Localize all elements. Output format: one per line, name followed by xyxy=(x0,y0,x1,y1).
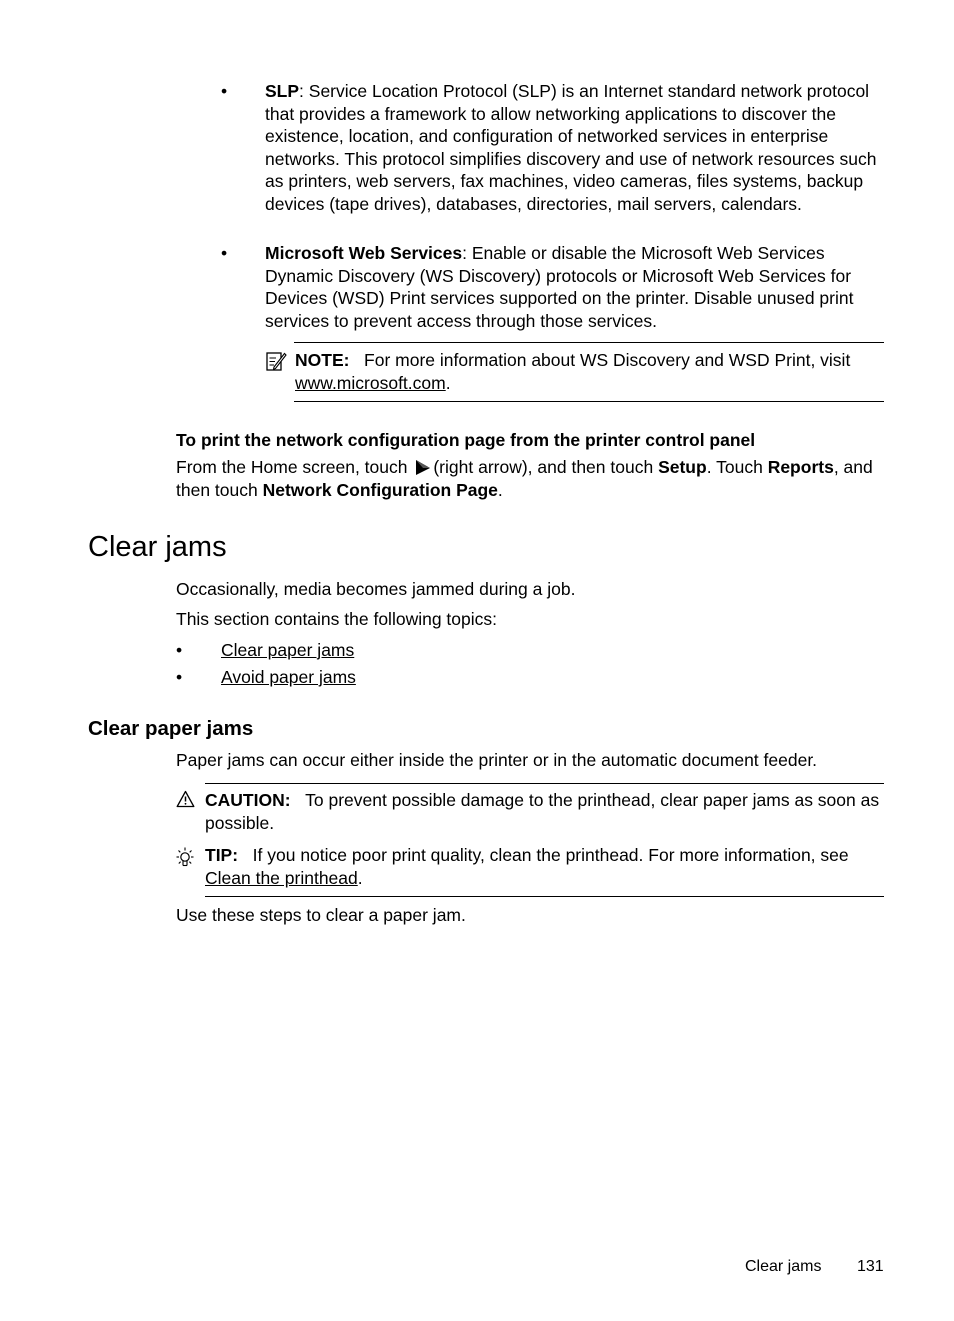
procedure-part3: . Touch xyxy=(706,457,763,477)
note-body: For more information about WS Discovery and WSD Print, visit xyxy=(364,350,851,370)
caution-divider-top xyxy=(205,783,884,784)
subsection-title: Clear paper jams xyxy=(88,717,254,740)
footer-section-name: Clear jams xyxy=(745,1258,822,1275)
mws-term: Microsoft Web Services xyxy=(265,243,463,263)
bullet: • xyxy=(176,667,183,687)
section-topics-intro: This section contains the following topics: xyxy=(176,609,497,629)
tip-body: If you notice poor print quality, clean the printhead. For more information, see xyxy=(252,845,849,865)
note-divider-top xyxy=(294,342,884,343)
note-divider-bottom xyxy=(294,401,884,402)
network-config-page-label: Network Configuration Page xyxy=(262,479,498,500)
bullet: • xyxy=(221,243,228,263)
section-title: Clear jams xyxy=(88,531,227,563)
procedure-part1: From the Home screen, touch xyxy=(176,457,408,477)
right-arrow-icon xyxy=(414,459,431,476)
caution-divider-bottom xyxy=(205,896,884,897)
tip-label: TIP: xyxy=(205,845,239,865)
steps-intro: Use these steps to clear a paper jam. xyxy=(176,905,466,925)
warning-icon xyxy=(176,790,195,808)
note-end: . xyxy=(445,372,451,393)
procedure-part5: . xyxy=(497,479,503,500)
caution-text xyxy=(205,789,885,834)
caution-body: To prevent possible damage to the printhead, clear paper jams as soon as possible. xyxy=(205,790,880,833)
caution-label: CAUTION: xyxy=(205,790,291,810)
tip-text xyxy=(205,844,885,889)
clear-paper-jams-link[interactable]: Clear paper jams xyxy=(221,640,355,660)
setup-label: Setup xyxy=(658,457,707,477)
procedure-text xyxy=(176,456,890,501)
tip-end: . xyxy=(357,867,363,888)
note-icon xyxy=(265,350,287,372)
bullet: • xyxy=(176,640,183,660)
slp-description: : Service Location Protocol (SLP) is an Internet standard network protocol that provides a framework to allow networking applications to discover the existence, location, and configuration of networked services in enterprise networks. This protocol simplifies discovery and use of network resources such as printers, web servers, fax machines, video cameras, files systems, backup devices (tape drives), databases, directories, mail servers, calendars. xyxy=(265,81,877,214)
lightbulb-icon xyxy=(175,846,195,870)
procedure-part2: (right arrow), and then touch xyxy=(433,457,654,477)
subsection-intro: Paper jams can occur either inside the printer or in the automatic document feeder. xyxy=(176,750,818,770)
slp-term: SLP xyxy=(265,81,300,101)
reports-label: Reports xyxy=(767,457,834,477)
procedure-part4: , and then touch xyxy=(176,457,873,500)
bullet: • xyxy=(221,81,228,101)
procedure-heading: To print the network configuration page from the printer control panel xyxy=(176,430,756,450)
mws-description: : Enable or disable the Microsoft Web Services Dynamic Discovery (WS Discovery) protocols or Microsoft Web Services for Devices (WSD) Print services supported on the printer. Disable unused print services to prevent access through those services. xyxy=(265,243,854,331)
note-text xyxy=(295,349,887,394)
clean-printhead-link[interactable]: Clean the printhead xyxy=(205,867,358,888)
slp-item xyxy=(265,80,889,215)
note-label: NOTE: xyxy=(295,350,350,370)
microsoft-web-services-item xyxy=(265,242,889,332)
page-number: 131 xyxy=(857,1258,884,1275)
section-intro: Occasionally, media becomes jammed during a job. xyxy=(176,579,576,599)
avoid-paper-jams-link[interactable]: Avoid paper jams xyxy=(221,667,356,687)
microsoft-link[interactable]: www.microsoft.com xyxy=(295,372,446,393)
